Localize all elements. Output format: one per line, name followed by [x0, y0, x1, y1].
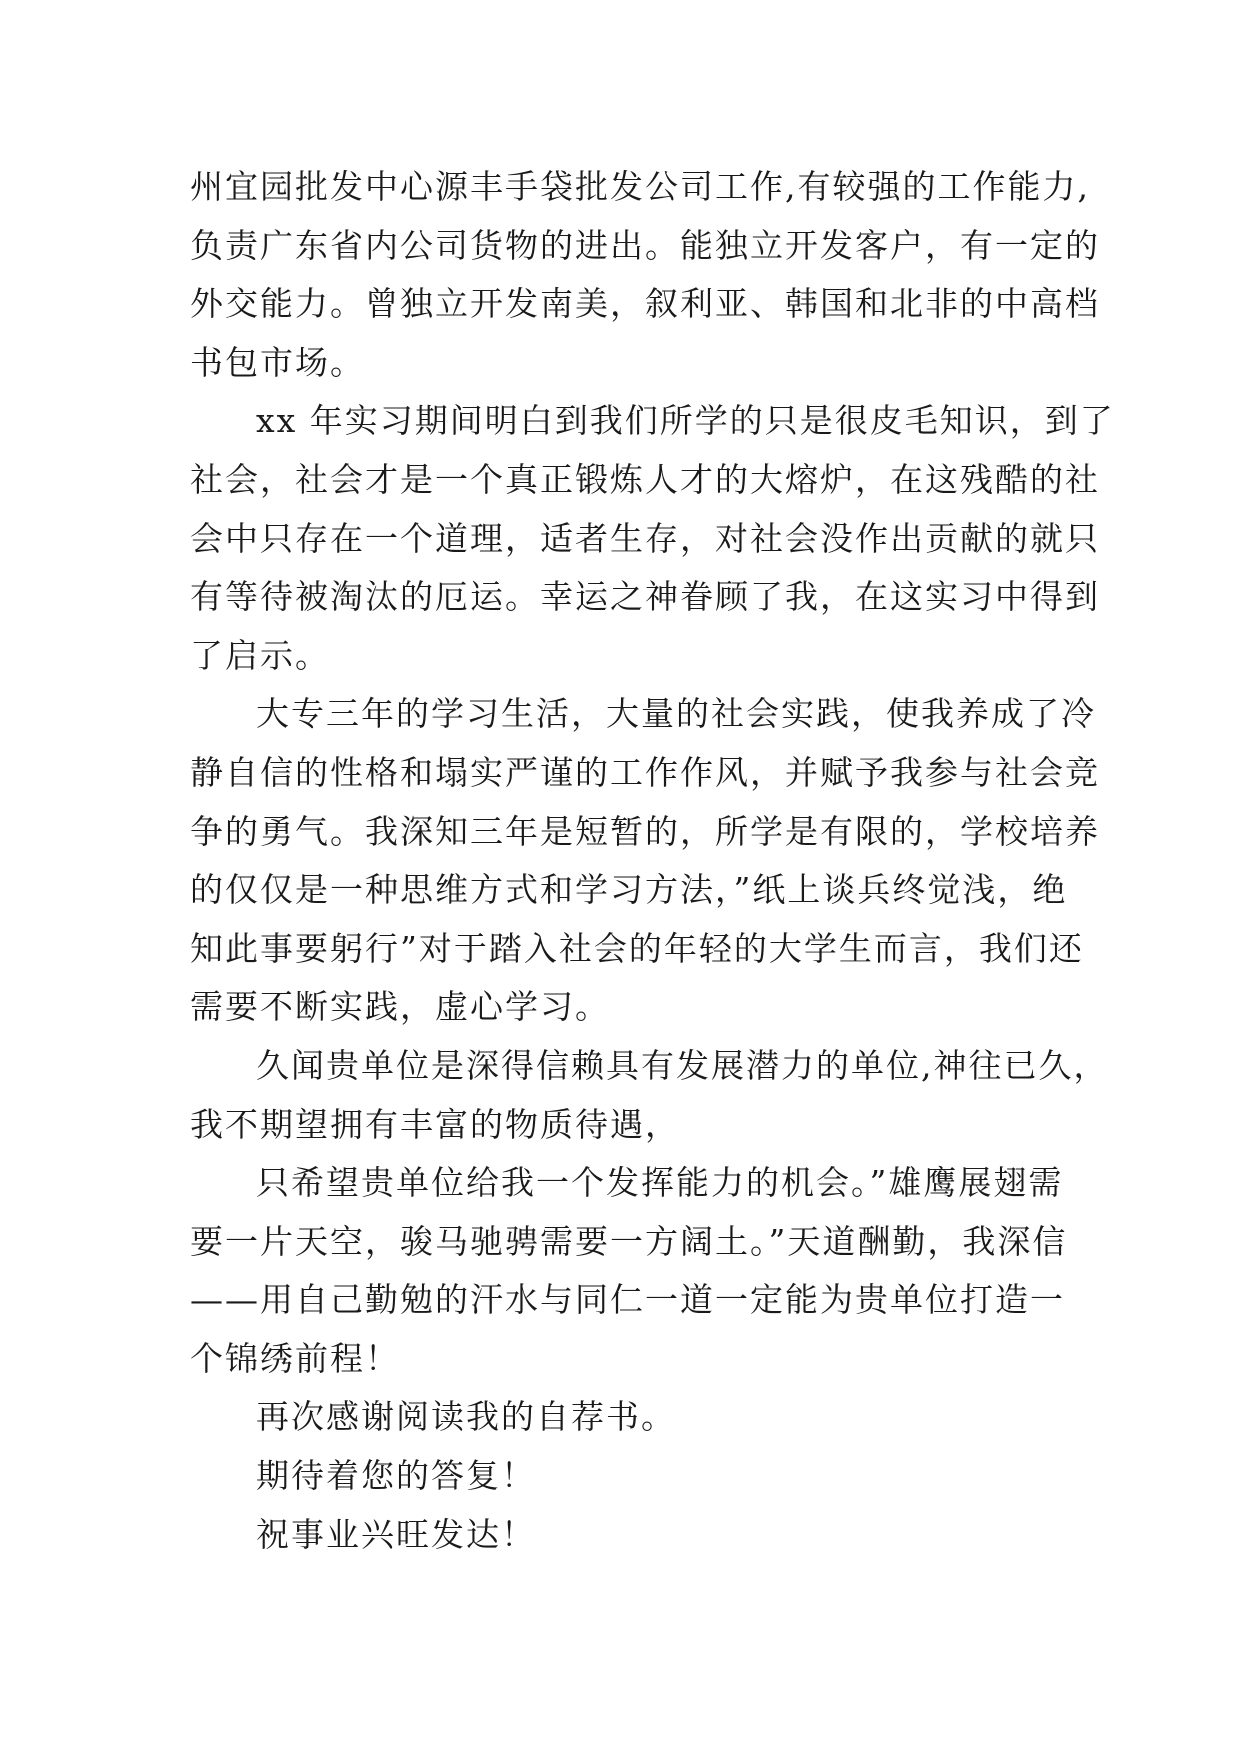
closing-line: 期待着您的答复！ [256, 1456, 536, 1496]
text-line: 需要不断实践，虚心学习。 [190, 987, 610, 1027]
text-line: 了启示。 [190, 635, 330, 675]
text-line: 要一片天空，骏马驰骋需要一方阔土。”天道酬勤，我深信 [190, 1221, 1068, 1261]
closing-line: 祝事业兴旺发达！ [256, 1514, 536, 1554]
text-line: 静自信的性格和塌实严谨的工作作风，并赋予我参与社会竞 [190, 752, 1100, 792]
letter-body [190, 158, 1115, 1564]
text-line: 会中只存在一个道理，适者生存，对社会没作出贡献的就只 [190, 518, 1100, 558]
text-line: ——用自己勤勉的汗水与同仁一道一定能为贵单位打造一 [190, 1280, 1065, 1320]
text-line: 外交能力。曾独立开发南美，叙利亚、韩国和北非的中高档 [190, 284, 1100, 324]
text-line: 有等待被淘汰的厄运。幸运之神眷顾了我，在这实习中得到 [190, 577, 1100, 617]
paragraph-start-line: 只希望贵单位给我一个发挥能力的机会。”雄鹰展翅需 [256, 1163, 1064, 1203]
text-line: 负责广东省内公司货物的进出。能独立开发客户，有一定的 [190, 225, 1100, 265]
text-line: 个锦绣前程！ [190, 1338, 400, 1378]
text-line: 我不期望拥有丰富的物质待遇， [190, 1104, 680, 1144]
text-line: 书包市场。 [190, 342, 365, 382]
text-line: 社会，社会才是一个真正锻炼人才的大熔炉，在这残酷的社 [190, 459, 1100, 499]
text-line: 知此事要躬行”对于踏入社会的年轻的大学生而言，我们还 [190, 928, 1084, 968]
paragraph-start-line: xx 年实习期间明白到我们所学的只是很皮毛知识，到了 [256, 401, 1115, 441]
closing-line: 再次感谢阅读我的自荐书。 [256, 1397, 676, 1437]
paragraph-start-line: 大专三年的学习生活，大量的社会实践，使我养成了冷 [256, 694, 1096, 734]
text-line: 州宜园批发中心源丰手袋批发公司工作,有较强的工作能力, [190, 167, 1090, 206]
paragraph-start-line: 久闻贵单位是深得信赖具有发展潜力的单位,神往已久， [256, 1045, 1109, 1085]
text-line: 的仅仅是一种思维方式和学习方法，”纸上谈兵终觉浅，绝 [190, 870, 1068, 910]
text-line: 争的勇气。我深知三年是短暂的，所学是有限的，学校培养 [190, 811, 1100, 851]
